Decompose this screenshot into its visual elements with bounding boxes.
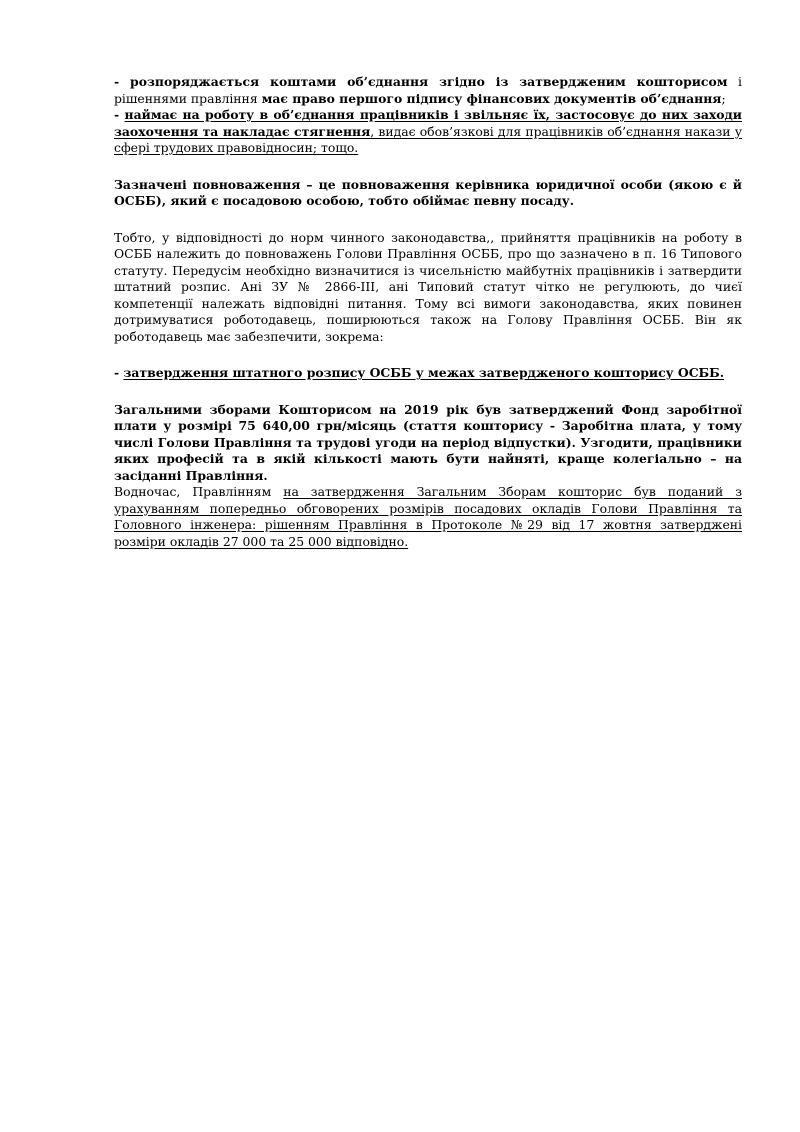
paragraph-powers-summary: [114, 177, 742, 210]
spacer: [114, 345, 742, 365]
list-dash: -: [114, 74, 131, 89]
staff-schedule-underlined: [123, 365, 724, 380]
salaries-underlined: на затвердження Загальним Зборам кошторис був поданий з урахуванням попередньо обговорених розмірів посадових окладів Голови Правління та Головного інженера: рішенням Правління в Протоколе №29 від 17 жовтня затверджені розміри окладів 27 000 та 25 000 відповідно.: [114, 484, 743, 549]
staff-schedule-clause: затвердження штатного розпису ОСББ у межах затвердженого кошторису ОСББ.: [123, 365, 725, 380]
signature-right-clause: має право першого підпису фінансових документів об’єднання: [261, 90, 722, 106]
spacer: [114, 210, 742, 230]
salaries-intro: Водночас, Правлінням: [114, 484, 284, 499]
hiring-clause: наймає на роботу в об’єднання працівників і звільняє їх, застосовує до них заходи заохочення та накладає стягнення: [114, 107, 742, 139]
list-dash: -: [114, 365, 124, 380]
paragraph-legislation: Тобто, у відповідності до норм чинного законодавства,, прийняття працівників на роботу в ОСББ належить до повноважень Голови Правління ОСББ, про що зазначено в п. 16 Типового статуту. Передусім необхідно визначитися із чисельністю майбутніх працівників і затвердити штатний розпис. Ані ЗУ № 2866-ІІІ, ані Типовий статут чітко не регулюють, до чиєї компетенції належать відповідні питання. Тому всі вимоги законодавства, яких повинен дотримуватися роботодавець, поширюються також на Голову Правління ОСББ. Він як роботодавець має забезпечити, зокрема:: [114, 229, 742, 344]
spacer: [114, 382, 742, 402]
board-decisions-text: і рішеннями правління: [114, 74, 742, 106]
powers-summary-text: Зазначені повноваження – це повноваження керівника юридичної особи (якою є й ОСББ), який є посадовою особою, тобто обіймає певну посаду.: [114, 176, 742, 208]
paragraph-hiring: [114, 107, 742, 157]
punctuation: ;: [721, 90, 726, 106]
paragraph-chairman-finances: [114, 74, 742, 107]
paragraph-staff-schedule: [114, 365, 742, 382]
orders-text: , видає обов’язкові для працівників об’єднання накази у сфері трудових правовідносин; тощо.: [114, 123, 742, 155]
list-dash: -: [114, 107, 125, 122]
paragraph-budget: [114, 402, 742, 485]
paragraph-salaries: [114, 484, 742, 550]
budget-text: Загальними зборами Кошторисом на 2019 рік був затверджений Фонд заробітної плати у розмірі 75 640,00 грн/місяць (стаття кошторису - Заробітна плата, у тому числі Голови Правління та трудові угоди на період відпустки). Узгодити, працівники яких професій та в якій кількості мають бути найняті, краще колегіально – на засіданні Правління.: [114, 401, 742, 483]
finances-clause: розпоряджається коштами об’єднання згідно із затвердженим кошторисом: [130, 74, 728, 89]
document-body: [114, 74, 742, 550]
hiring-underlined: [114, 107, 742, 155]
spacer: [114, 157, 742, 177]
